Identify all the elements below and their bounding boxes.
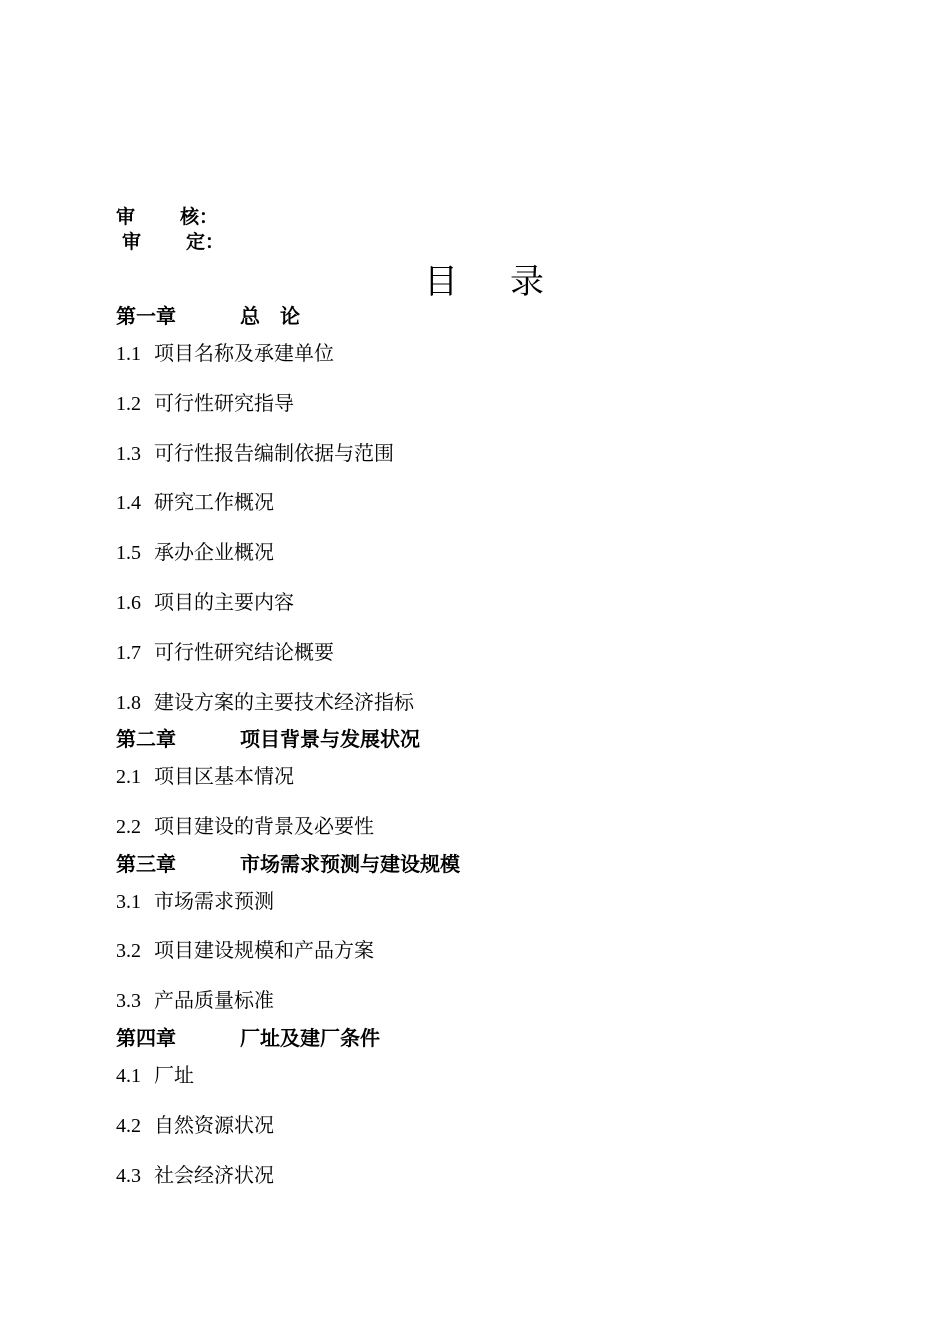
entry-number: 1.1 [116,343,141,365]
entry-number: 1.7 [116,642,141,664]
chapter-label: 第一章 [116,304,176,328]
review-label-char: 审 [122,231,142,253]
toc-title [424,254,544,303]
toc-entry[interactable] [116,586,294,615]
toc-entry[interactable] [116,760,294,789]
entry-text: 市场需求预测 [154,889,274,913]
entry-number: 3.1 [116,891,141,913]
chapter-label: 第二章 [116,727,176,751]
entry-number: 2.2 [116,816,141,838]
entry-number: 4.2 [116,1115,141,1137]
entry-text: 项目的主要内容 [154,590,294,614]
toc-title-char: 录 [510,262,544,302]
entry-text: 项目区基本情况 [154,764,294,788]
toc-entry[interactable] [116,1059,194,1088]
toc-entry[interactable] [116,636,334,665]
entry-number: 1.3 [116,443,141,465]
toc-entry[interactable] [116,486,274,515]
entry-number: 1.8 [116,692,141,714]
entry-number: 1.4 [116,492,141,514]
review-label-char: 核： [180,206,219,228]
chapter-title: 项目背景与发展状况 [240,727,420,751]
toc-entry[interactable] [116,1159,274,1188]
entry-number: 1.2 [116,393,141,415]
entry-text: 项目建设规模和产品方案 [154,938,374,962]
entry-number: 3.2 [116,940,141,962]
toc-entry[interactable] [116,1109,274,1138]
toc-entry[interactable] [116,984,274,1013]
toc-entry[interactable] [116,934,374,963]
entry-text: 建设方案的主要技术经济指标 [154,690,414,714]
review-label-shending [122,227,225,254]
entry-number: 1.6 [116,592,141,614]
entry-text: 可行性研究结论概要 [154,640,334,664]
toc-entry[interactable] [116,387,294,416]
entry-number: 2.1 [116,766,141,788]
entry-number: 1.5 [116,542,141,564]
chapter-label: 第三章 [116,852,176,876]
entry-number: 4.3 [116,1165,141,1187]
toc-entry[interactable] [116,337,334,366]
entry-text: 项目名称及承建单位 [154,341,334,365]
entry-text: 承办企业概况 [154,540,274,564]
entry-text: 社会经济状况 [154,1163,274,1187]
chapter-heading[interactable] [116,1022,380,1051]
chapter-title: 市场需求预测与建设规模 [240,852,460,876]
toc-entry[interactable] [116,536,274,565]
chapter-heading[interactable] [116,300,300,329]
toc-title-char: 目 [424,262,458,302]
review-label-char: 审 [116,206,136,228]
chapter-label: 第四章 [116,1026,176,1050]
entry-number: 3.3 [116,990,141,1012]
review-label-char: 定： [186,231,225,253]
toc-entry[interactable] [116,885,274,914]
entry-text: 可行性报告编制依据与范围 [154,441,394,465]
toc-entry[interactable] [116,810,374,839]
chapter-title: 厂址及建厂条件 [240,1026,380,1050]
entry-text: 可行性研究指导 [154,391,294,415]
entry-number: 4.1 [116,1065,141,1087]
toc-entry[interactable] [116,686,414,715]
chapter-title: 总 论 [240,304,300,328]
chapter-heading[interactable] [116,848,460,877]
review-label-shenhe [116,202,219,229]
chapter-heading[interactable] [116,723,420,752]
entry-text: 厂址 [154,1063,194,1087]
toc-entry[interactable] [116,437,394,466]
entry-text: 研究工作概况 [154,490,274,514]
entry-text: 项目建设的背景及必要性 [154,814,374,838]
entry-text: 产品质量标准 [154,988,274,1012]
entry-text: 自然资源状况 [154,1113,274,1137]
